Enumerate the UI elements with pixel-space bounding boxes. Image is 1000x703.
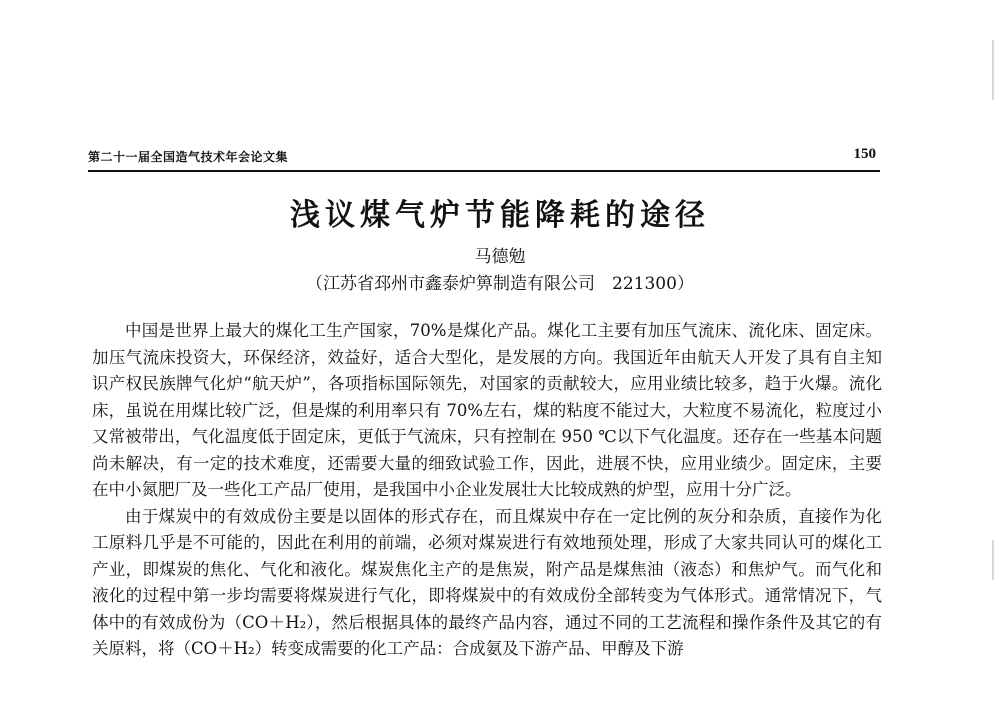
article-title: 浅议煤气炉节能降耗的途径 (290, 198, 710, 233)
scan-edge-mark (992, 540, 994, 580)
scan-edge-mark (992, 40, 994, 100)
running-header (88, 148, 880, 172)
proceedings-title: 第二十一届全国造气技术年会论文集 (88, 150, 289, 164)
author-affiliation: （江苏省邳州市鑫泰炉箅制造有限公司 221300） (306, 274, 694, 294)
page-number: 150 (853, 146, 876, 162)
body-paragraph: 中国是世界上最大的煤化工生产国家，70%是煤化产品。煤化工主要有加压气流床、流化床、固定床。加压气流床投资大，环保经济，效益好，适合大型化，是发展的方向。我国近年由航天人开发了具有自主知识产权民族牌气化炉“航天炉”，各项指标国际领先，对国家的贡献较大，应用业绩比较多，趋于火爆。流化床，虽说在用煤比较广泛，但是煤的利用率只有 70%左右，煤的粘度不能过大，大粒度不易流化，粒度过小又常被带出，气化温度低于固定床，更低于气流床，只有控制在 950 ℃以下气化温度。还存在一些基本问题尚未解决，有一定的技术难度，还需要大量的细致试验工作，因此，进展不快，应用业绩少。固定床，主要在中小氮肥厂及一些化工产品厂使用，是我国中小企业发展壮大比较成熟的炉型，应用十分广泛。 (92, 321, 882, 499)
article-body (92, 318, 882, 663)
author-name: 马德勉 (474, 247, 526, 267)
body-paragraph: 由于煤炭中的有效成份主要是以固体的形式存在，而且煤炭中存在一定比例的灰分和杂质，直接作为化工原料几乎是不可能的，因此在利用的前端，必须对煤炭进行有效地预处理，形成了大家共同认可的煤化工产业，即煤炭的焦化、气化和液化。煤炭焦化主产的是焦炭，附产品是煤焦油（液态）和焦炉气。而气化和液化的过程中第一步均需要将煤炭进行气化，即将煤炭中的有效成份全部转变为气体形式。通常情况下，气体中的有效成份为（CO＋H₂），然后根据具体的最终产品内容，通过不同的工艺流程和操作条件及其它的有关原料，将（CO＋H₂）转变成需要的化工产品：合成氨及下游产品、甲醇及下游 (92, 506, 882, 658)
